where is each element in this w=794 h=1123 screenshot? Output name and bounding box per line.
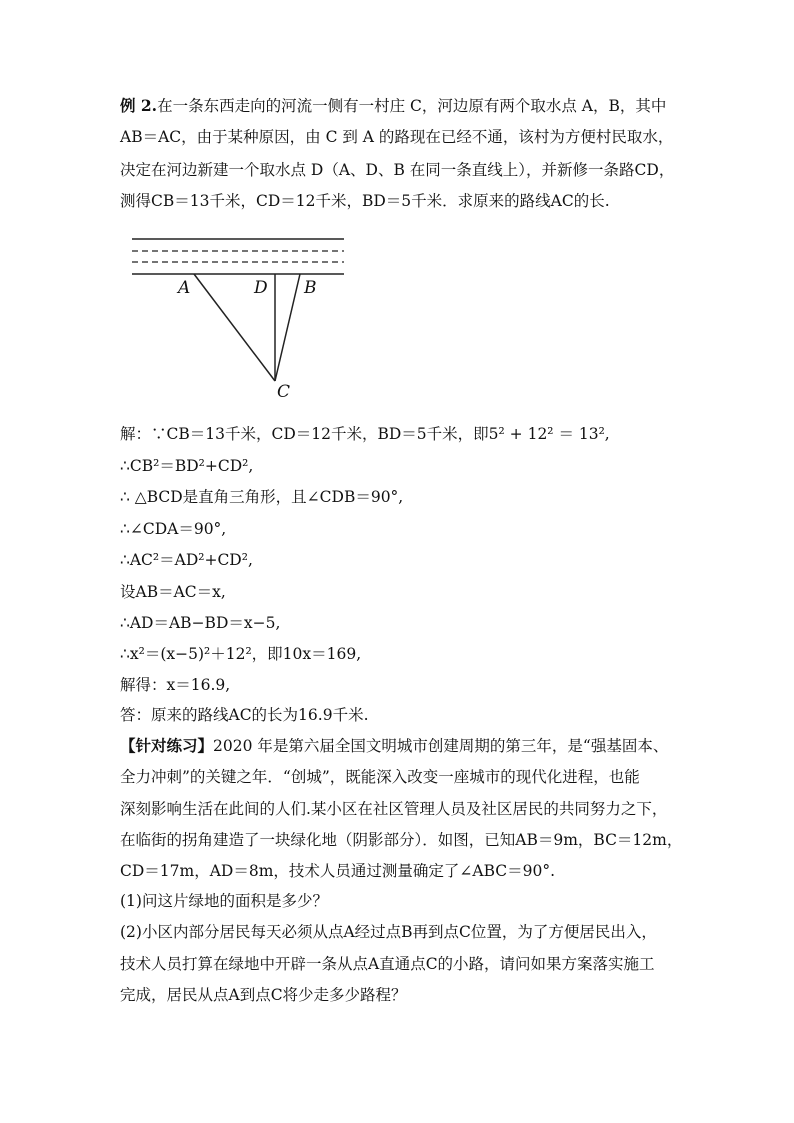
- solution-line-5: ∴AC²＝AD²+CD²,: [120, 551, 253, 569]
- solution-line-3: ∴ △BCD是直角三角形，且∠CDB＝90°,: [120, 488, 404, 506]
- point-A-label: A: [178, 278, 191, 298]
- practice-label: 【针对练习】: [120, 736, 214, 755]
- question-2-line-1: (2)小区内部分居民每天必须从点A经过点B再到点C位置，为了方便居民出入，: [120, 923, 657, 941]
- question-2-line-3: 完成，居民从点A到点C将少走多少路程？: [120, 986, 407, 1004]
- solution-line-9: 解得：x＝16.9,: [120, 676, 231, 694]
- practice-line-3: 深刻影响生活在此间的人们.某小区在社区管理人员及社区居民的共同努力之下，: [120, 800, 668, 818]
- practice-line-5: CD＝17m，AD＝8m，技术人员通过测量确定了∠ABC＝90°.: [120, 862, 556, 880]
- solution-line-4: ∴∠CDA＝90°,: [120, 520, 227, 538]
- solution-line-8: ∴x²＝(x−5)²＋12²，即10x＝169,: [120, 645, 362, 663]
- segment-BC: [275, 274, 300, 381]
- question-2-line-2: 技术人员打算在绿地中开辟一条从点A直通点C的小路，请问如果方案落实施工: [120, 955, 655, 973]
- solution-line-7: ∴AD＝AB−BD＝x−5,: [120, 614, 281, 632]
- point-C-label: C: [277, 382, 291, 402]
- point-B-label: B: [304, 278, 317, 298]
- example-line-1: 例 2.在一条东西走向的河流一侧有一村庄 C，河边原有两个取水点 A，B，其中: [120, 96, 667, 115]
- solution-answer: 答：原来的路线AC的长为16.9千米.: [120, 706, 369, 724]
- example-line-4: 测得CB＝13千米，CD＝12千米，BD＝5千米．求原来的路线AC的长.: [120, 192, 610, 210]
- solution-line-2: ∴CB²＝BD²+CD²,: [120, 457, 254, 475]
- practice-line-1: 【针对练习】2020 年是第六届全国文明城市创建周期的第三年，是“强基固本、: [120, 736, 669, 755]
- point-D-label: D: [254, 278, 268, 298]
- practice-line-4: 在临街的拐角建造了一块绿化地（阴影部分）．如图，已知AB＝9m，BC＝12m，: [120, 831, 683, 849]
- example-label: 例 2.: [120, 96, 158, 115]
- practice-line-2: 全力冲刺”的关键之年．“创城”，既能深入改变一座城市的现代化进程，也能: [120, 768, 640, 786]
- example-line-3: 决定在河边新建一个取水点 D（A、D、B 在同一条直线上），并新修一条路CD，: [120, 161, 675, 179]
- solution-line-1: 解：∵CB＝13千米，CD＝12千米，BD＝5千米，即5² + 12² ＝ 13²,: [120, 425, 610, 443]
- question-1: (1)问这片绿地的面积是多少？: [120, 892, 328, 910]
- solution-line-6: 设AB＝AC＝x,: [120, 583, 226, 601]
- river-diagram: [128, 232, 348, 402]
- example-line-2: AB＝AC，由于某种原因，由 C 到 A 的路现在已经不通，该村为方便村民取水，: [120, 128, 674, 146]
